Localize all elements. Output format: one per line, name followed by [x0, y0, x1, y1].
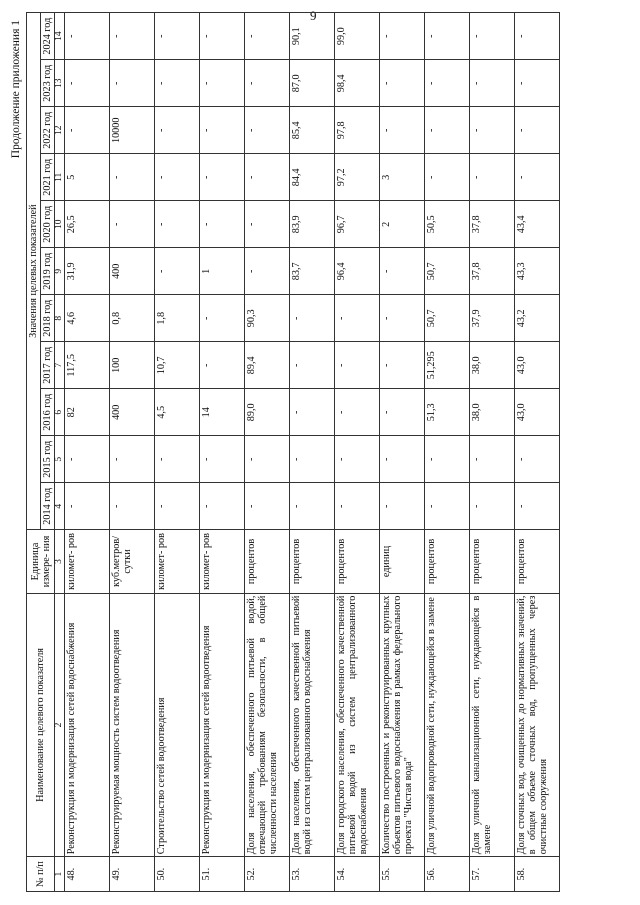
table-row: [110, 13, 155, 892]
column-index: 12: [55, 107, 65, 154]
row-number: 49.: [110, 857, 155, 892]
value-cell: -: [290, 389, 335, 436]
table-row: [200, 13, 245, 892]
value-cell: 51,3: [425, 389, 470, 436]
value-cell: 43,4: [515, 201, 560, 248]
header-year: 2023 год: [41, 60, 55, 107]
value-cell: -: [65, 60, 110, 107]
value-cell: -: [110, 483, 155, 530]
value-cell: 97,2: [335, 154, 380, 201]
column-index: 1: [55, 857, 65, 892]
header-year: 2019 год: [41, 248, 55, 295]
column-index: 13: [55, 60, 65, 107]
value-cell: -: [200, 295, 245, 342]
table-row: [425, 13, 470, 892]
value-cell: -: [155, 436, 200, 483]
value-cell: 85,4: [290, 107, 335, 154]
unit-cell: процентов: [470, 530, 515, 593]
value-cell: -: [425, 436, 470, 483]
row-number: 48.: [65, 857, 110, 892]
value-cell: -: [380, 483, 425, 530]
table-row: [155, 13, 200, 892]
value-cell: -: [335, 483, 380, 530]
value-cell: 43,0: [515, 389, 560, 436]
value-cell: -: [110, 436, 155, 483]
indicator-name: Доля городского населения, обеспеченного качественной питьевой водой из систем централизованного водоснабжения: [335, 593, 380, 857]
value-cell: -: [110, 60, 155, 107]
value-cell: -: [290, 483, 335, 530]
value-cell: 31,9: [65, 248, 110, 295]
value-cell: 43,2: [515, 295, 560, 342]
value-cell: 99,0: [335, 13, 380, 60]
value-cell: 83,7: [290, 248, 335, 295]
value-cell: -: [425, 154, 470, 201]
value-cell: -: [155, 107, 200, 154]
value-cell: -: [515, 60, 560, 107]
indicators-table: [26, 12, 560, 892]
value-cell: -: [245, 107, 290, 154]
value-cell: 3: [380, 154, 425, 201]
header-year: 2020 год: [41, 201, 55, 248]
value-cell: 97,8: [335, 107, 380, 154]
value-cell: -: [470, 483, 515, 530]
value-cell: 50,7: [425, 295, 470, 342]
header-year: 2015 год: [41, 436, 55, 483]
table-row: [335, 13, 380, 892]
value-cell: 50,5: [425, 201, 470, 248]
value-cell: -: [200, 342, 245, 389]
column-index: 3: [55, 530, 65, 593]
value-cell: 26,5: [65, 201, 110, 248]
value-cell: -: [515, 107, 560, 154]
value-cell: 37,8: [470, 201, 515, 248]
indicator-name: Доля населения, обеспеченного питьевой водой, отвечающей требованиям безопасности, в общей численности населения: [245, 593, 290, 857]
unit-cell: километ- ров: [155, 530, 200, 593]
value-cell: -: [155, 248, 200, 295]
table-row: [65, 13, 110, 892]
value-cell: -: [200, 201, 245, 248]
table-row: [380, 13, 425, 892]
value-cell: -: [155, 483, 200, 530]
value-cell: -: [200, 13, 245, 60]
header-year: 2018 год: [41, 295, 55, 342]
header-year: 2022 год: [41, 107, 55, 154]
table-row: [515, 13, 560, 892]
value-cell: 117,5: [65, 342, 110, 389]
column-index: 7: [55, 342, 65, 389]
value-cell: 98,4: [335, 60, 380, 107]
value-cell: -: [245, 154, 290, 201]
value-cell: 10,7: [155, 342, 200, 389]
value-cell: 100: [110, 342, 155, 389]
column-index: 10: [55, 201, 65, 248]
header-num: № п/п: [27, 857, 55, 892]
value-cell: 1,8: [155, 295, 200, 342]
value-cell: 96,4: [335, 248, 380, 295]
value-cell: 50,7: [425, 248, 470, 295]
value-cell: -: [335, 342, 380, 389]
value-cell: 10000: [110, 107, 155, 154]
value-cell: 400: [110, 389, 155, 436]
value-cell: 43,0: [515, 342, 560, 389]
value-cell: 14: [200, 389, 245, 436]
value-cell: -: [110, 154, 155, 201]
table-row: [470, 13, 515, 892]
unit-cell: процентов: [335, 530, 380, 593]
column-index: 14: [55, 13, 65, 60]
value-cell: -: [470, 154, 515, 201]
value-cell: -: [425, 483, 470, 530]
table-row: [290, 13, 335, 892]
value-cell: 4,6: [65, 295, 110, 342]
value-cell: -: [290, 436, 335, 483]
header-year: 2024 год: [41, 13, 55, 60]
unit-cell: километ- ров: [65, 530, 110, 593]
indicator-name: Доля уличной канализационной сети, нуждающейся в замене: [470, 593, 515, 857]
indicator-name: Реконструкция и модернизация сетей водоотведения: [200, 593, 245, 857]
rotated-table-region: [10, 12, 630, 892]
indicator-name: Доля населения, обеспеченного качественной питьевой водой из систем централизованного водоснабжения: [290, 593, 335, 857]
value-cell: -: [245, 13, 290, 60]
header-year: 2016 год: [41, 389, 55, 436]
value-cell: -: [155, 201, 200, 248]
value-cell: -: [470, 13, 515, 60]
value-cell: -: [380, 248, 425, 295]
column-index: 2: [55, 593, 65, 857]
value-cell: -: [380, 107, 425, 154]
indicator-name: Реконструируемая мощность систем водоотведения: [110, 593, 155, 857]
value-cell: -: [65, 13, 110, 60]
table-caption: Продолжение приложения 1: [10, 20, 22, 159]
value-cell: 43,3: [515, 248, 560, 295]
value-cell: -: [200, 436, 245, 483]
value-cell: -: [380, 342, 425, 389]
value-cell: -: [380, 295, 425, 342]
row-number: 58.: [515, 857, 560, 892]
page-number: 9: [310, 8, 317, 23]
indicator-name: Количество построенных и реконструированных крупных объектов питьевого водоснабжения в рамках федерального проекта "Чистая вода": [380, 593, 425, 857]
value-cell: 96,7: [335, 201, 380, 248]
value-cell: -: [155, 154, 200, 201]
value-cell: 90,1: [290, 13, 335, 60]
unit-cell: процентов: [515, 530, 560, 593]
value-cell: -: [380, 60, 425, 107]
value-cell: -: [515, 436, 560, 483]
value-cell: -: [290, 295, 335, 342]
row-number: 53.: [290, 857, 335, 892]
row-number: 54.: [335, 857, 380, 892]
value-cell: -: [470, 60, 515, 107]
value-cell: -: [200, 154, 245, 201]
value-cell: -: [380, 436, 425, 483]
row-number: 50.: [155, 857, 200, 892]
header-year: 2021 год: [41, 154, 55, 201]
value-cell: -: [245, 60, 290, 107]
value-cell: -: [335, 389, 380, 436]
header-values-group: Значения целевых показателей: [27, 13, 41, 530]
header-name: Наименование целевого показателя: [27, 593, 55, 857]
value-cell: -: [65, 436, 110, 483]
value-cell: -: [155, 60, 200, 107]
row-number: 51.: [200, 857, 245, 892]
value-cell: -: [470, 436, 515, 483]
value-cell: 87,0: [290, 60, 335, 107]
indicator-name: Реконструкция и модернизация сетей водоснабжения: [65, 593, 110, 857]
column-index: 6: [55, 389, 65, 436]
indicator-name: Доля уличной водопроводной сети, нуждающейся в замене: [425, 593, 470, 857]
value-cell: 38,0: [470, 389, 515, 436]
value-cell: -: [245, 248, 290, 295]
value-cell: 51,295: [425, 342, 470, 389]
value-cell: 83,9: [290, 201, 335, 248]
value-cell: 84,4: [290, 154, 335, 201]
value-cell: -: [245, 436, 290, 483]
column-index: 4: [55, 483, 65, 530]
value-cell: -: [515, 154, 560, 201]
value-cell: 37,9: [470, 295, 515, 342]
value-cell: -: [425, 107, 470, 154]
value-cell: 37,8: [470, 248, 515, 295]
unit-cell: процентов: [245, 530, 290, 593]
header-year: 2014 год: [41, 483, 55, 530]
header-unit: Единица измере- ния: [27, 530, 55, 593]
value-cell: 89,4: [245, 342, 290, 389]
value-cell: -: [245, 483, 290, 530]
value-cell: -: [65, 107, 110, 154]
value-cell: 1: [200, 248, 245, 295]
value-cell: -: [515, 483, 560, 530]
column-index: 9: [55, 248, 65, 295]
value-cell: 0,8: [110, 295, 155, 342]
value-cell: 400: [110, 248, 155, 295]
value-cell: -: [425, 13, 470, 60]
value-cell: -: [335, 436, 380, 483]
column-index: 5: [55, 436, 65, 483]
value-cell: 2: [380, 201, 425, 248]
value-cell: 5: [65, 154, 110, 201]
value-cell: -: [290, 342, 335, 389]
value-cell: 38,0: [470, 342, 515, 389]
unit-cell: процентов: [425, 530, 470, 593]
value-cell: -: [200, 60, 245, 107]
value-cell: -: [245, 201, 290, 248]
value-cell: -: [515, 13, 560, 60]
value-cell: -: [470, 107, 515, 154]
header-year: 2017 год: [41, 342, 55, 389]
indicator-name: Строительство сетей водоотведения: [155, 593, 200, 857]
value-cell: -: [380, 13, 425, 60]
table-row: [245, 13, 290, 892]
value-cell: -: [425, 60, 470, 107]
header-column-indexes: [55, 13, 65, 892]
column-index: 8: [55, 295, 65, 342]
unit-cell: километ- ров: [200, 530, 245, 593]
value-cell: 82: [65, 389, 110, 436]
unit-cell: куб.метров/ сутки: [110, 530, 155, 593]
row-number: 57.: [470, 857, 515, 892]
value-cell: -: [200, 107, 245, 154]
value-cell: 89,0: [245, 389, 290, 436]
value-cell: -: [110, 13, 155, 60]
unit-cell: единиц: [380, 530, 425, 593]
value-cell: -: [380, 389, 425, 436]
row-number: 56.: [425, 857, 470, 892]
indicator-name: Доля сточных вод, очищенных до нормативных значений, в общем объеме сточных вод, пропущенных через очистные сооружения: [515, 593, 560, 857]
value-cell: -: [335, 295, 380, 342]
value-cell: 90,3: [245, 295, 290, 342]
value-cell: -: [65, 483, 110, 530]
value-cell: -: [110, 201, 155, 248]
table-body: [65, 13, 560, 892]
value-cell: -: [200, 483, 245, 530]
row-number: 52.: [245, 857, 290, 892]
value-cell: 4,5: [155, 389, 200, 436]
row-number: 55.: [380, 857, 425, 892]
value-cell: -: [155, 13, 200, 60]
unit-cell: процентов: [290, 530, 335, 593]
column-index: 11: [55, 154, 65, 201]
